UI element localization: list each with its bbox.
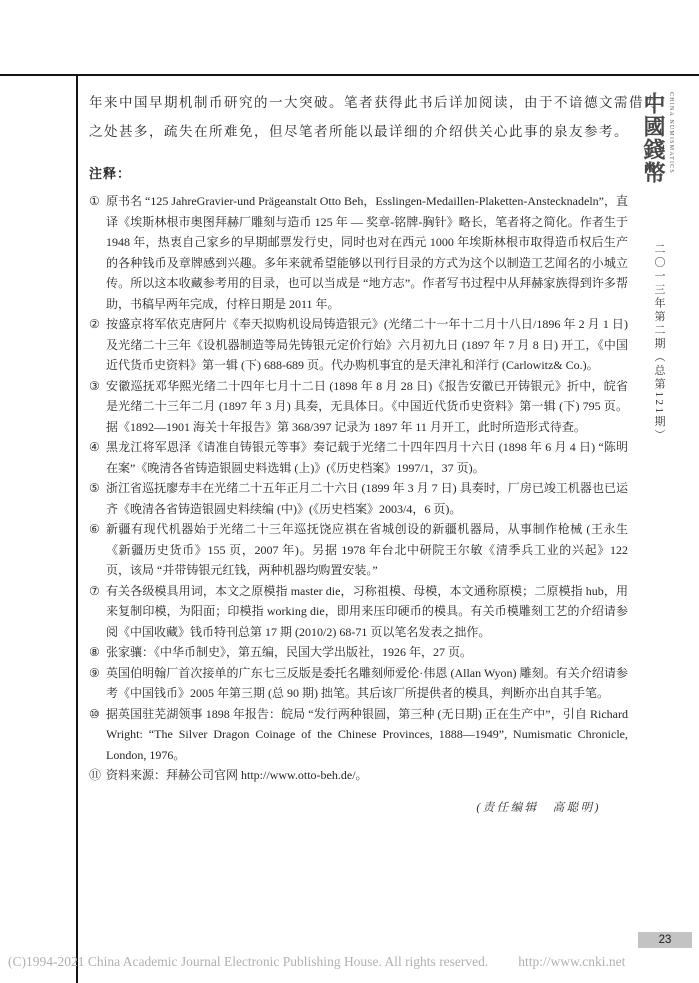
top-border-rule [0,74,699,76]
notes-heading: 注释： [89,166,132,181]
footnote-text: 新疆有现代机器始于光绪二十三年巡抚饶应祺在省城创设的新疆机器局，从事制作枪械 (王永生《新疆历史货币》155 页，2007 年)。另据 1978 年台北中研院王尔敏《清季兵工业的兴起》122 页，该局 “并带铸银元红钱，两种机器均购置安装。” [106,522,628,577]
copyright-text: (C)1994-2021 China Academic Journal Electronic Publishing House. All rights reserved. [8,954,489,969]
footnote-item [89,191,628,314]
footnote-item [89,519,628,581]
page-number-badge: 23 [638,932,692,948]
footnote-text: 安徽巡抚邓华熙光绪二十四年七月十二日 (1898 年 8 月 28 日)《报告安徽已开铸银元》折中，皖省是光绪二十三年二月 (1897 年 3 月) 具奏，无具体日。《中国近代货币史资料》第一辑 (下) 795 页。据《1892—1901 海关十年报告》第 368/397 记录为 1897 年 11 月开工，此时所造形式待查。 [106,378,628,434]
intro-line: 之处甚多，疏失在所难免，但尽笔者所能以最详细的介绍供关心此事的泉友参考。 [89,124,629,139]
footnote-item [89,663,628,704]
footnote-item [89,314,628,376]
footnote-text: 按盛京将军依克唐阿片《奉天拟购机设局铸造银元》(光绪二十一年十二月十八日/1896 年 2 月 1 日) 及光绪二十三年《设机器制造等局先铸银元定价行始》六月初九日 (1897 年 7 月 8 日) 开工，《中国近代货币史资料》第一辑 (下) 688-689 页。代办购机事宜的是天津礼和洋行 (Carlowitz& Co.)。 [106,317,628,372]
footnote-marker: ⑤ [89,481,100,495]
footnote-item [89,437,628,478]
intro-paragraph [89,88,659,146]
footer-url: http://www.cnki.net [518,954,626,969]
footnote-item [89,478,628,519]
footnote-text: 据英国驻芜湖领事 1898 年报告：皖局 “发行两种银圆，第三种 (无日期) 正在生产中”，引自 Richard Wright: “The Silver Dragon Coinage of the Chinese Provinces, 1888—1949”, Numismatic Chronicle, London, 1976。 [106,706,628,762]
footnote-marker: ⑩ [89,706,100,721]
footnotes-list [89,191,628,786]
intro-line: 年来中国早期机制币研究的一大突破。笔者获得此书后详加阅读，由于不谙德文需借力 [89,95,659,110]
issue-info-vertical: 二〇一三年第二期（总第121期） [653,243,665,443]
footnote-text: 资料来源：拜赫公司官网 http://www.otto-beh.de/。 [106,768,368,782]
footnote-text: 张家骧：《中华币制史》，第五编，民国大学出版社，1926 年，27 页。 [106,645,473,659]
footnote-text: 黑龙江将军恩泽《请准自铸银元等事》奏记载于光绪二十四年四月十六日 (1898 年 6 月 4 日) “陈明在案”《晚清各省铸造银圆史料选辑 (上)》(《历史档案》1997/1，37 页)。 [106,440,628,475]
footnote-marker: ⑨ [89,665,100,680]
footnote-text: 浙江省巡抚廖寿丰在光绪二十五年正月二十六日 (1899 年 3 月 7 日) 具奏时，厂房已竣工机器也已运齐《晚清各省铸造银圆史料续编 (中)》(《历史档案》2003/4，6 页)。 [106,481,628,516]
footnote-marker: ② [89,317,100,331]
editor-credit: (责任编辑 高聪明) [476,801,601,814]
journal-logo [639,92,674,184]
footnote-marker: ⑥ [89,522,100,536]
footnote-item [89,704,628,766]
journal-logo-english: CHINA NUMISMATICS [668,92,674,174]
footnote-marker: ① [89,194,100,208]
footnote-marker: ⑧ [89,645,100,659]
footnote-marker: ⑦ [89,583,100,598]
footnote-item [89,376,628,438]
footnote-marker: ⑪ [89,768,102,782]
footnote-text: 原书名 “125 JahreGravier-und Prägeanstalt Otto Beh，Esslingen-Medaillen-Plaketten-Anstecknadeln”，直译《埃斯林根市奥图拜赫厂雕刻与造币 125 年 — 奖章-铭牌-胸针》略长，笔者将之简化。作者生于 1948 年，热衷自己家乡的早期邮票发行史，同时也对在西元 1000 年埃斯林根市取得造币权后生产的各种钱币及章牌感到兴趣。多年来就希望能够以刊行目录的方式为这个以制造工艺闻名的小城立传。所以这本收藏参考用的目录，也可以当成是 “地方志”。作者写书过程中从拜赫家族得到许多帮助，书稿早两年完成，付梓日期是 2011 年。 [106,194,628,311]
footnote-item [89,581,628,643]
journal-logo-chinese: 中國錢幣 [641,92,666,184]
footnote-text: 英国伯明翰厂首次接单的广东七三反版是委托名雕刻师爱伦·伟恩 (Allan Wyon) 雕刻。有关介绍请参考《中国钱币》2005 年第三期 (总 90 期) 拙笔。其后该厂所提供者的模具，判断亦出自其手笔。 [106,665,628,700]
footnote-marker: ③ [89,378,100,393]
footnote-item [89,642,628,663]
footnote-text: 有关各级模具用词，本文之原模指 master die，习称祖模、母模，本文通称原模；二原模指 hub，用来复制印模，为阳面；印模指 working die，即用来压印硬币的模具。有关币模雕刻工艺的介绍请参阅《中国收藏》钱币特刊总第 17 期 (2010/2) 68-71 页以笔名发表之拙作。 [106,583,628,639]
left-border-rule [76,74,78,983]
footnote-marker: ④ [89,440,100,454]
footnote-item [89,765,628,786]
copyright-footer [8,954,688,970]
